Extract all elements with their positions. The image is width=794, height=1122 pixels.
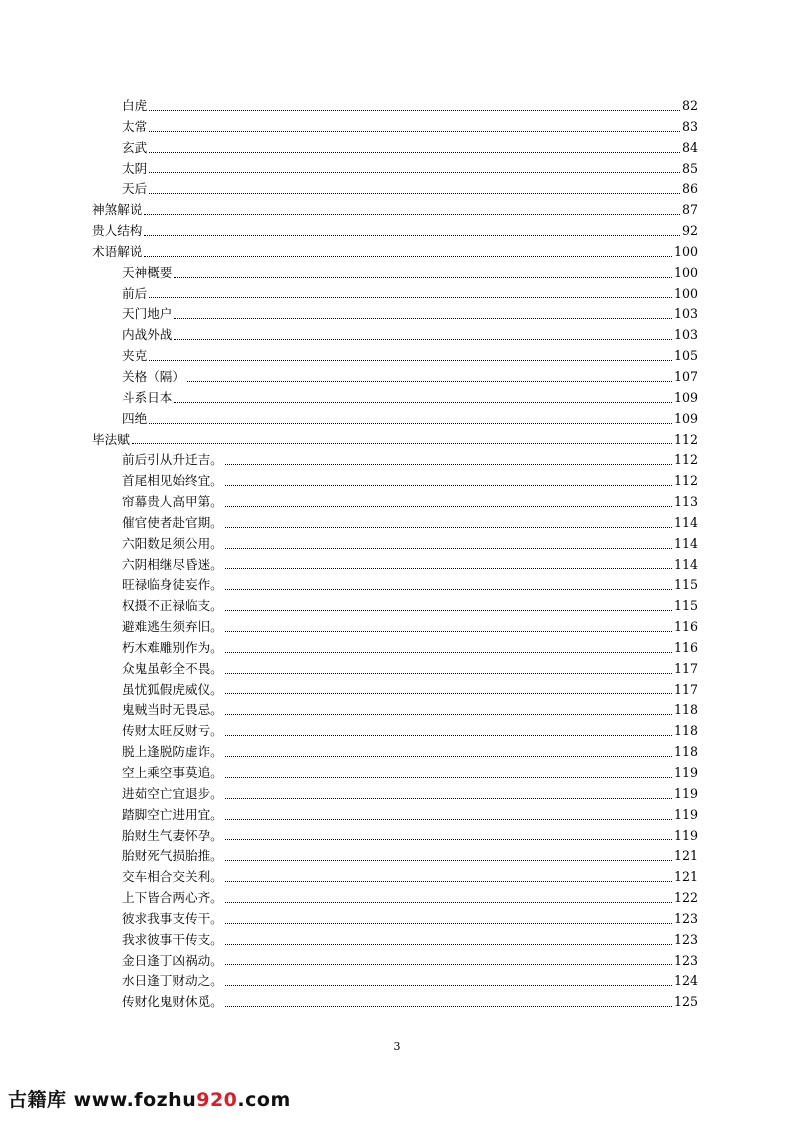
toc-entry[interactable] — [92, 138, 698, 159]
toc-entry-page: 118 — [673, 702, 698, 718]
dot-leader — [187, 380, 672, 382]
toc-entry[interactable] — [92, 242, 698, 263]
watermark-brand: 古籍库 — [8, 1089, 67, 1111]
toc-entry[interactable] — [92, 742, 698, 763]
dot-leader — [225, 901, 672, 903]
toc-entry-page: 87 — [681, 202, 698, 218]
toc-entry-page: 105 — [673, 348, 698, 364]
toc-entry[interactable] — [92, 971, 698, 992]
toc-entry[interactable] — [92, 430, 698, 451]
toc-entry-title: 踏脚空亡进用宜。 — [122, 806, 223, 822]
dot-leader — [225, 963, 672, 965]
dot-leader — [225, 734, 672, 736]
toc-entry[interactable] — [92, 367, 698, 388]
toc-entry[interactable] — [92, 763, 698, 784]
dot-leader — [225, 776, 672, 778]
dot-leader — [225, 609, 672, 611]
toc-entry-title: 水日逢丁财动之。 — [122, 973, 223, 989]
toc-entry[interactable] — [92, 867, 698, 888]
watermark-url-prefix: www.fozhu — [73, 1089, 197, 1111]
toc-entry-title: 我求彼事干传支。 — [122, 931, 223, 947]
toc-entry[interactable] — [92, 179, 698, 200]
toc-entry[interactable] — [92, 930, 698, 951]
toc-entry-title: 众鬼虽彰全不畏。 — [122, 660, 223, 676]
toc-entry-page: 116 — [673, 639, 698, 655]
dot-leader — [225, 547, 672, 549]
toc-entry-page: 117 — [673, 681, 698, 697]
toc-entry-page: 112 — [673, 452, 698, 468]
site-watermark — [8, 1085, 291, 1112]
toc-entry[interactable] — [92, 346, 698, 367]
toc-entry[interactable] — [92, 659, 698, 680]
toc-entry-page: 118 — [673, 723, 698, 739]
dot-leader — [225, 943, 672, 945]
toc-entry-page: 100 — [673, 285, 698, 301]
toc-entry[interactable] — [92, 471, 698, 492]
toc-entry-title: 金日逢丁凶祸动。 — [122, 952, 223, 968]
toc-entry-page: 123 — [673, 931, 698, 947]
toc-entry-page: 119 — [673, 806, 698, 822]
toc-entry-page: 100 — [673, 264, 698, 280]
toc-entry-page: 122 — [673, 890, 698, 906]
dot-leader — [225, 922, 672, 924]
toc-entry-title: 权摄不正禄临支。 — [122, 598, 223, 614]
toc-entry-page: 115 — [673, 577, 698, 593]
toc-entry-page: 83 — [681, 118, 698, 134]
toc-entry[interactable] — [92, 200, 698, 221]
toc-entry-page: 92 — [681, 223, 698, 239]
dot-leader — [144, 255, 672, 257]
toc-entry-page: 115 — [673, 598, 698, 614]
toc-entry-page: 119 — [673, 785, 698, 801]
dot-leader — [144, 213, 680, 215]
dot-leader — [149, 130, 680, 132]
toc-entry[interactable] — [92, 96, 698, 117]
toc-entry-title: 上下皆合两心齐。 — [122, 890, 223, 906]
dot-leader — [225, 713, 672, 715]
toc-entry[interactable] — [92, 805, 698, 826]
toc-entry-page: 103 — [673, 306, 698, 322]
toc-entry-title: 催官使者赴官期。 — [122, 514, 223, 530]
toc-entry-page: 107 — [673, 368, 698, 384]
toc-entry-title: 传财太旺反财亏。 — [122, 723, 223, 739]
dot-leader — [174, 276, 672, 278]
watermark-url-number: 920 — [196, 1089, 238, 1111]
toc-entry[interactable] — [92, 117, 698, 138]
toc-entry[interactable] — [92, 409, 698, 430]
toc-entry-title: 关格（隔） — [122, 368, 185, 384]
dot-leader — [225, 463, 672, 465]
toc-entry-title: 贵人结构 — [92, 223, 143, 239]
toc-entry-title: 胎财生气妻怀孕。 — [122, 827, 223, 843]
toc-entry-title: 传财化鬼财休觅。 — [122, 994, 223, 1010]
toc-entry-page: 112 — [673, 473, 698, 489]
dot-leader — [225, 505, 672, 507]
toc-entry-page: 103 — [673, 327, 698, 343]
toc-entry-page: 82 — [681, 98, 698, 113]
dot-leader — [174, 401, 672, 403]
toc-entry[interactable] — [92, 721, 698, 742]
toc-entry[interactable] — [92, 596, 698, 617]
toc-entry[interactable] — [92, 513, 698, 534]
toc-entry-page: 112 — [673, 431, 698, 447]
toc-entry-title: 朽木难雕别作为。 — [122, 639, 223, 655]
dot-leader — [174, 338, 672, 340]
toc-entry[interactable] — [92, 617, 698, 638]
toc-entry-title: 白虎 — [122, 98, 148, 113]
dot-leader — [174, 317, 672, 319]
page-number: 3 — [393, 1040, 401, 1053]
toc-entry-title: 神煞解说 — [92, 202, 143, 218]
toc-entry[interactable] — [92, 846, 698, 867]
toc-entry-page: 118 — [673, 744, 698, 760]
toc-entry-page: 121 — [673, 869, 698, 885]
toc-entry-title: 夹克 — [122, 348, 148, 364]
toc-entry-page: 84 — [681, 139, 698, 155]
toc-entry-title: 前后 — [122, 285, 148, 301]
toc-entry-page: 119 — [673, 765, 698, 780]
dot-leader — [225, 484, 672, 486]
toc-entry-title: 六阳数足须公用。 — [122, 535, 223, 551]
dot-leader — [225, 880, 672, 882]
dot-leader — [149, 296, 672, 298]
toc-entry-title: 太阴 — [122, 160, 148, 176]
dot-leader — [225, 1005, 672, 1007]
toc-entry-title: 脱上逢脱防虚诈。 — [122, 744, 223, 760]
toc-entry-title: 避难逃生须弃旧。 — [122, 619, 223, 635]
toc-entry[interactable] — [92, 638, 698, 659]
toc-entry-title: 毕法赋 — [92, 431, 130, 447]
dot-leader — [225, 567, 672, 569]
toc-entry-title: 天神概要 — [122, 264, 173, 280]
toc-entry-title: 帘幕贵人高甲第。 — [122, 494, 223, 510]
toc-entry-title: 天门地户 — [122, 306, 173, 322]
toc-entry[interactable] — [92, 388, 698, 409]
toc-entry-page: 121 — [673, 848, 698, 864]
toc-entry-title: 内战外战 — [122, 327, 173, 343]
toc-entry[interactable] — [92, 826, 698, 847]
toc-entry[interactable] — [92, 951, 698, 972]
toc-entry[interactable] — [92, 784, 698, 805]
dot-leader — [225, 838, 672, 840]
toc-entry[interactable] — [92, 575, 698, 596]
dot-leader — [149, 109, 680, 111]
dot-leader — [225, 630, 672, 632]
dot-leader — [149, 359, 672, 361]
toc-entry[interactable] — [92, 325, 698, 346]
dot-leader — [225, 651, 672, 653]
toc-entry[interactable] — [92, 700, 698, 721]
toc-entry[interactable] — [92, 159, 698, 180]
dot-leader — [144, 234, 680, 236]
toc-entry-title: 术语解说 — [92, 243, 143, 259]
toc-entry-page: 124 — [673, 973, 698, 989]
dot-leader — [225, 984, 672, 986]
dot-leader — [225, 818, 672, 820]
dot-leader — [225, 672, 672, 674]
dot-leader — [225, 797, 672, 799]
toc-entry-title: 玄武 — [122, 139, 148, 155]
toc-entry-page: 114 — [673, 514, 698, 530]
dot-leader — [225, 859, 672, 861]
toc-entry-title: 彼求我事支传干。 — [122, 910, 223, 926]
toc-entry-page: 109 — [673, 410, 698, 426]
table-of-contents — [92, 96, 698, 1013]
dot-leader — [225, 755, 672, 757]
dot-leader — [149, 171, 680, 173]
toc-entry-title: 六阴相继尽昏迷。 — [122, 556, 223, 572]
toc-entry[interactable] — [92, 909, 698, 930]
dot-leader — [149, 192, 680, 194]
dot-leader — [149, 422, 672, 424]
dot-leader — [225, 692, 672, 694]
toc-entry-page: 123 — [673, 910, 698, 926]
toc-entry-page: 116 — [673, 619, 698, 635]
dot-leader — [225, 526, 672, 528]
toc-entry-title: 前后引从升迁吉。 — [122, 452, 223, 468]
toc-entry-page: 86 — [681, 181, 698, 197]
dot-leader — [149, 151, 680, 153]
toc-entry-page: 114 — [673, 535, 698, 551]
toc-entry[interactable] — [92, 680, 698, 701]
toc-entry[interactable] — [92, 304, 698, 325]
toc-entry-title: 虽忧狐假虎威仪。 — [122, 681, 223, 697]
toc-entry-title: 天后 — [122, 181, 148, 197]
toc-entry[interactable] — [92, 284, 698, 305]
toc-entry-page: 125 — [673, 994, 698, 1010]
toc-entry-title: 四绝 — [122, 410, 148, 426]
dot-leader — [132, 442, 672, 444]
toc-entry[interactable] — [92, 555, 698, 576]
toc-entry-page: 114 — [673, 556, 698, 572]
toc-entry-title: 进茹空亡宜退步。 — [122, 785, 223, 801]
toc-entry[interactable] — [92, 888, 698, 909]
toc-entry[interactable] — [92, 221, 698, 242]
toc-entry-title: 斗系日本 — [122, 389, 173, 405]
toc-entry-title: 鬼贼当时无畏忌。 — [122, 702, 223, 718]
toc-entry-page: 113 — [673, 494, 698, 510]
toc-entry-title: 太常 — [122, 118, 148, 134]
toc-entry-page: 123 — [673, 952, 698, 968]
toc-entry-page: 85 — [681, 160, 698, 176]
toc-entry[interactable] — [92, 492, 698, 513]
dot-leader — [225, 588, 672, 590]
toc-entry[interactable] — [92, 534, 698, 555]
toc-entry-page: 100 — [673, 243, 698, 259]
toc-entry-page: 109 — [673, 389, 698, 405]
toc-entry-page: 117 — [673, 660, 698, 676]
toc-entry[interactable] — [92, 450, 698, 471]
toc-entry-title: 旺禄临身徒妄作。 — [122, 577, 223, 593]
toc-entry-title: 空上乘空事莫追。 — [122, 765, 223, 780]
toc-entry-title: 首尾相见始终宜。 — [122, 473, 223, 489]
toc-entry[interactable] — [92, 263, 698, 284]
toc-entry-page: 119 — [673, 827, 698, 843]
watermark-url-suffix: .com — [237, 1089, 291, 1111]
toc-entry-title: 交车相合交关利。 — [122, 869, 223, 885]
toc-entry[interactable] — [92, 992, 698, 1013]
toc-entry-title: 胎财死气损胎推。 — [122, 848, 223, 864]
